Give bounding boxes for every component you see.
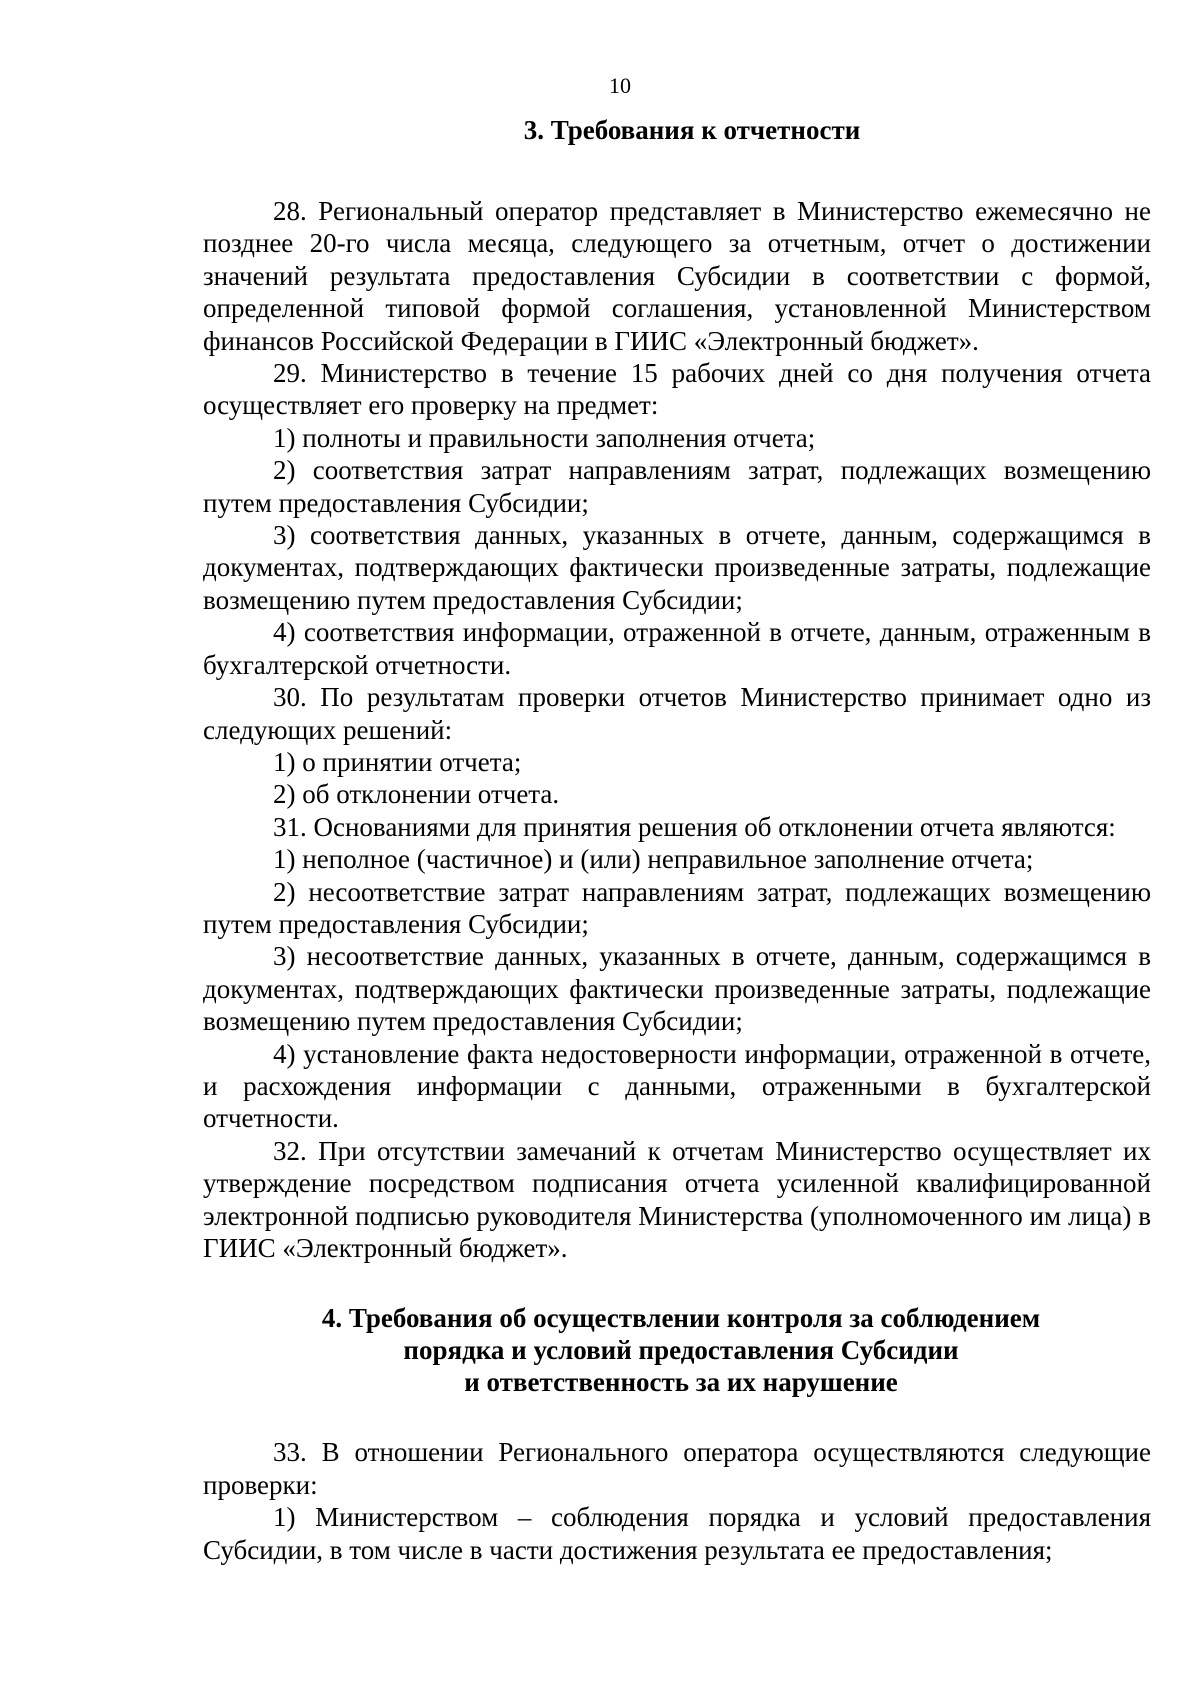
paragraph-28: 28. Региональный оператор представляет в Министерство ежемесячно не позднее 20-го числа месяца, следующего за отчетным, отчет о достижении значений результата предоставления Субсидии в соответствии с формой, определенной типовой формой соглашения, установленной Министерством финансов Российской Федерации в ГИИС «Электронный бюджет». xyxy=(203,196,1151,356)
paragraph-33: 33. В отношении Регионального оператора осуществляются следующие проверки: xyxy=(203,1437,1151,1500)
paragraph-29-item-4: 4) соответствия информации, отраженной в отчете, данным, отраженным в бухгалтерской отчетности. xyxy=(203,617,1151,680)
paragraph-31-item-1: 1) неполное (частичное) и (или) неправильное заполнение отчета; xyxy=(273,844,1034,875)
paragraph-31: 31. Основаниями для принятия решения об отклонении отчета являются: xyxy=(273,811,1116,842)
paragraph-30-item-1: 1) о принятии отчета; xyxy=(273,746,522,777)
paragraph-29-item-2: 2) соответствия затрат направлениям затрат, подлежащих возмещению путем предоставления Субсидии; xyxy=(203,455,1151,518)
section-4-title xyxy=(203,1302,1151,1398)
paragraph-30: 30. По результатам проверки отчетов Министерство принимает одно из следующих решений: xyxy=(203,682,1151,745)
document-body xyxy=(203,114,1151,1566)
section-4-title-line: и ответственность за их нарушение xyxy=(464,1367,898,1398)
paragraph-32: 32. При отсутствии замечаний к отчетам Министерство осуществляет их утверждение посредством подписания отчета усиленной квалифицированной электронной подписью руководителя Министерства (уполномоченного им лица) в ГИИС «Электронный бюджет». xyxy=(203,1135,1151,1263)
section-4-title-line: 4. Требования об осуществлении контроля за соблюдением xyxy=(321,1303,1041,1334)
paragraph-33-item-1: 1) Министерством – соблюдения порядка и условий предоставления Субсидии, в том числе в части достижения результата ее предоставления; xyxy=(203,1502,1151,1565)
paragraph-30-item-2: 2) об отклонении отчета. xyxy=(273,779,560,810)
section-3-title: 3. Требования к отчетности xyxy=(523,115,861,145)
section-4-title-line: порядка и условий предоставления Субсидии xyxy=(403,1335,959,1366)
paragraph-29: 29. Министерство в течение 15 рабочих дней со дня получения отчета осуществляет его проверку на предмет: xyxy=(203,358,1151,421)
page-number: 10 xyxy=(609,73,631,98)
paragraph-31-item-4: 4) установление факта недостоверности информации, отраженной в отчете, и расхождения информации с данными, отраженными в бухгалтерской отчетности. xyxy=(203,1038,1151,1134)
paragraph-29-item-3: 3) соответствия данных, указанных в отчете, данным, содержащимся в документах, подтверждающих фактически произведенные затраты, подлежащие возмещению путем предоставления Субсидии; xyxy=(203,520,1151,615)
paragraph-31-item-2: 2) несоответствие затрат направлениям затрат, подлежащих возмещению путем предоставления Субсидии; xyxy=(203,876,1151,939)
paragraph-29-item-1: 1) полноты и правильности заполнения отчета; xyxy=(273,422,816,453)
paragraph-31-item-3: 3) несоответствие данных, указанных в отчете, данным, содержащимся в документах, подтверждающих фактически произведенные затраты, подлежащие возмещению путем предоставления Субсидии; xyxy=(203,941,1151,1037)
